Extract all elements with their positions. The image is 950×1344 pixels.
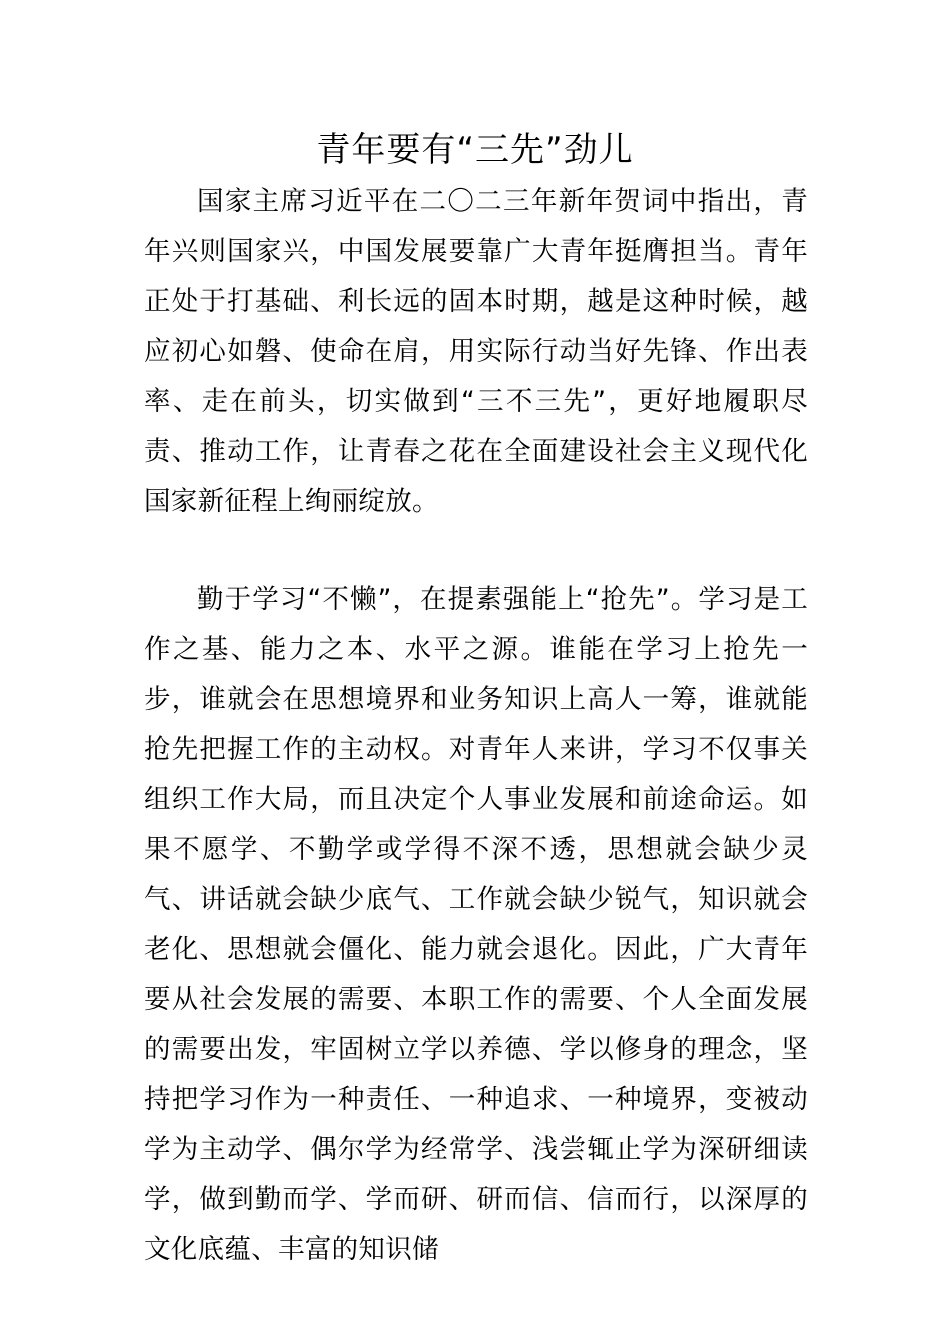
document-title: 青年要有“三先”劲儿 bbox=[316, 130, 634, 170]
paragraph-study: 勤于学习“不懒”，在提素强能上“抢先”。学习是工作之基、能力之本、水平之源。谁能在学习上抢先一步，谁就会在思想境界和业务知识上高人一筹，谁就能抢先把握工作的主动权。对青年人来讲，学习不仅事关组织工作大局，而且决定个人事业发展和前途命运。如果不愿学、不勤学或学得不深不透，思想就会缺少灵气、讲话就会缺少底气、工作就会缺少锐气，知识就会老化、思想就会僵化、能力就会退化。因此，广大青年要从社会发展的需要、本职工作的需要、个人全面发展的需要出发，牢固树立学以养德、学以修身的理念，坚持把学习作为一种责任、一种追求、一种境界，变被动学为主动学、偶尔学为经常学、浅尝辄止学为深研细读学，做到勤而学、学而研、研而信、信而行，以深厚的文化底蕴、丰富的知识储 bbox=[144, 584, 808, 1265]
paragraph-intro: 国家主席习近平在二〇二三年新年贺词中指出，青年兴则国家兴，中国发展要靠广大青年挺膺担当。青年正处于打基础、利长远的固本时期，越是这种时候，越应初心如磐、使命在肩，用实际行动当好先锋、作出表率、走在前头，切实做到“三不三先”，更好地履职尽责、推动工作，让青春之花在全面建设社会主义现代化国家新征程上绚丽绽放。 bbox=[144, 186, 808, 517]
